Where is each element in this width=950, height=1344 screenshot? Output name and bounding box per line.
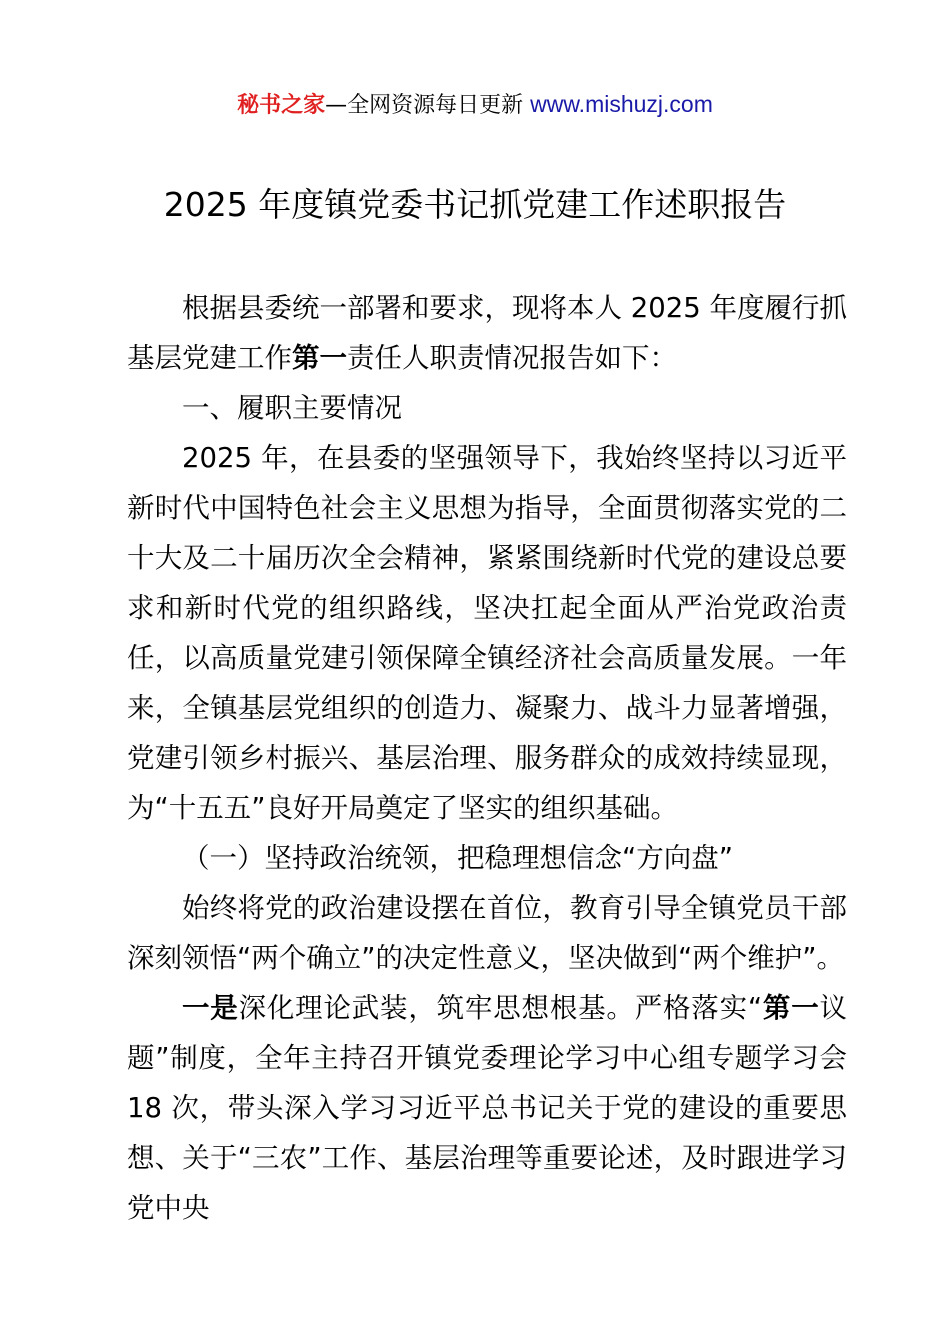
theory-text-b: 深化理论武装，筑牢思想根基。严格落实“ <box>238 992 763 1024</box>
site-brand: 秘书之家 <box>237 93 326 118</box>
site-header <box>0 89 950 121</box>
document-title: 2025 年度镇党委书记抓党建工作述职报告 <box>163 185 787 224</box>
intro-text-a: 根据县委统一部署和要求，现将本人 2025 年度履行抓基层党建工作 <box>127 292 847 374</box>
overview-paragraph: 2025 年，在县委的坚强领导下，我始终坚持以习近平新时代中国特色社会主义思想为指导，全面贯彻落实党的二十大及二十届历次全会精神，紧紧围绕新时代党的建设总要求和新时代党的组织路线，坚决扛起全面从严治党政治责任，以高质量党建引领保障全镇经济社会高质量发展。一年来，全镇基层党组织的创造力、凝聚力、战斗力显著增强，党建引领乡村振兴、基层治理、服务群众的成效持续显现，为“十五五”良好开局奠定了坚实的组织基础。 <box>127 442 847 824</box>
theory-paragraph <box>127 983 847 1233</box>
intro-text-c: 责任人职责情况报告如下： <box>347 342 677 374</box>
site-url-link[interactable]: www.mishuzj.com <box>530 91 713 117</box>
subsection-heading: （一）坚持政治统领，把稳理想信念“方向盘” <box>182 842 733 874</box>
site-tagline: —全网资源每日更新 <box>325 93 524 118</box>
intro-paragraph <box>127 283 847 383</box>
section-heading: 一、履职主要情况 <box>182 392 402 424</box>
theory-text-d: 议题”制度，全年主持召开镇党委理论学习中心组专题学习会 18 次，带头深入学习习近平总书记关于党的建设的重要思想、关于“三农”工作、基层治理等重要论述，及时跟进学习党中央 <box>127 992 848 1224</box>
theory-bold-first: 第一 <box>762 992 820 1024</box>
theory-bold-lead: 一是 <box>182 992 239 1024</box>
political-paragraph: 始终将党的政治建设摆在首位，教育引导全镇党员干部深刻领悟“两个确立”的决定性意义，坚决做到“两个维护”。 <box>127 892 847 974</box>
document-body <box>127 283 847 1233</box>
intro-bold-first: 第一 <box>292 342 347 374</box>
